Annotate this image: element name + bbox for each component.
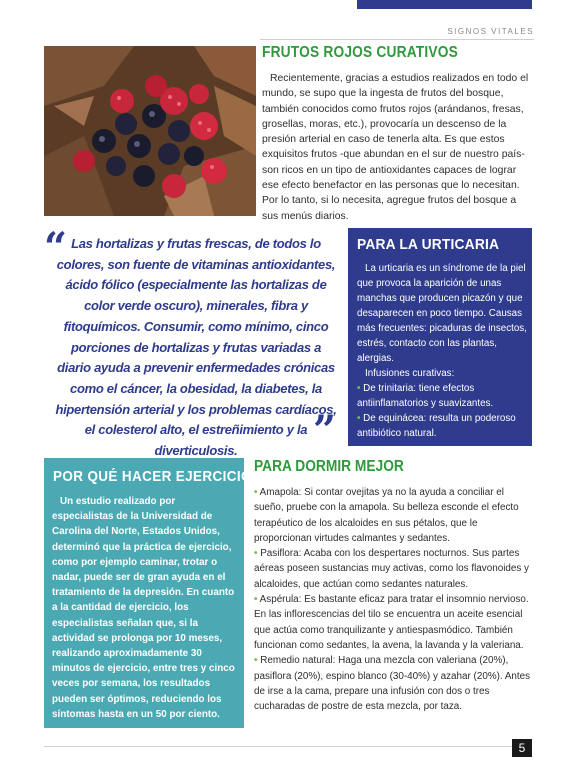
urticaria-heading: PARA LA URTICARIA [357, 236, 500, 253]
section-tag: SIGNOS VITALES [447, 27, 534, 36]
bullet-icon: • [357, 383, 361, 394]
top-accent-bar [357, 0, 532, 9]
pull-quote [44, 224, 340, 459]
ejercicio-box [44, 458, 252, 728]
infusions-list [357, 381, 527, 441]
berries-photo [44, 46, 256, 216]
dormir-list [254, 485, 536, 714]
bottom-divider [44, 746, 516, 747]
list-item: • De equinácea: resulta un poderoso antibiótico natural. [357, 413, 516, 439]
ejercicio-heading: POR QUÉ HACER EJERCICIO [53, 468, 252, 485]
top-divider [260, 39, 534, 40]
bullet-icon: • [254, 594, 258, 606]
frutos-paragraph: Recientemente, gracias a estudios realizados en todo el mundo, se supo que la ingesta de frutos del bosque, también conocidos como frutos rojos (arándanos, fresas, grosellas, moras, etc.), provocaría un descenso de la presión arterial en caso de tenerla alta. Es que estos exquisitos frutos -que abundan en el sur de nuestro país- son ricos en un tipo de antioxidantes capaces de lograr ese efecto benefactor en las personas que lo necesitan. Por lo tanto, si lo necesita, agregue frutos del bosque a sus menús diarios. [262, 73, 529, 222]
close-quote-mark: ” [312, 407, 336, 454]
pull-quote-text: Las hortalizas y frutas frescas, de todos lo colores, son fuente de vitaminas antioxidantes, ácido fólico (especialmente las hortalizas de color verde oscuro), minerales, fibra y fitoquímicos. Consumir, como mínimo, cinco porciones de hortalizas y frutas variadas a diario ayuda a prevenir enfermedades crónicas como el cáncer, la obesidad, la diabetes, la hipertensión arterial y los problemas cardíacos, el colesterol alto, el estreñimiento y la diverticulosis. [55, 236, 337, 459]
urticaria-paragraph: La urticaria es un síndrome de la piel que provoca la aparición de unas manchas que producen picazón y que desaparecen en poco tiempo. Causas más frecuentes: picaduras de insectos, estrés, contacto con las plantas, alergias. [357, 263, 527, 364]
open-quote-mark: “ [44, 224, 68, 271]
dormir-heading: PARA DORMIR MEJOR [254, 458, 404, 475]
bullet-icon: • [254, 655, 258, 667]
ejercicio-paragraph: Un estudio realizado por especialistas de la Universidad de Carolina del Norte, Estados Unidos, determinó que la práctica de ejercicio, como por ejemplo caminar, trotar o nadar, puede ser de gran ayuda en el tratamiento de la depresión. En cuanto a la cantidad de ejercicio, los especialistas señalan que, si la actividad se prolonga por 10 meses, realizando aproximadamente 30 minutos de ejercicio, entre tres y cinco veces por semana, los resultados pueden ser óptimos, reduciendo los síntomas hasta en un 50 por ciento. [52, 496, 235, 720]
list-item: • Pasiflora: Acaba con los despertares nocturnos. Sus partes aéreas poseen sustancias muy activas, como los flavonoides y alcaloides, que actúan como sedantes naturales. [254, 548, 529, 590]
list-item: • Aspérula: Es bastante eficaz para tratar el insomnio nervioso. En las inflorescencias del tilo se encuentra un aceite esencial que actúa como tranquilizante y antiespasmódico. También funcionan como sedantes, la avena, la lavanda y la valeriana. [254, 594, 529, 651]
list-item: • Remedio natural: Haga una mezcla con valeriana (20%), pasiflora (20%), espino blanco (30-40%) y azahar (20%). Antes de irse a la cama, prepare una infusión con dos o tres cucharadas de postre de esta mezcla, por taza. [254, 655, 531, 713]
frutos-heading: FRUTOS ROJOS CURATIVOS [262, 44, 458, 61]
page-number: 5 [512, 739, 532, 757]
bullet-icon: • [254, 548, 258, 560]
bullet-icon: • [254, 487, 258, 498]
urticaria-content [357, 261, 527, 441]
infusions-label: Infusiones curativas: [365, 368, 455, 379]
list-item: • Amapola: Si contar ovejitas ya no la ayuda a conciliar el sueño, pruebe con la amapola. Su belleza esconde el efecto terapéutico de los alcaloides en sus pétalos, que le proporcionan virtudes calmantes y sedantes. [254, 487, 519, 544]
urticaria-box [348, 228, 532, 446]
bullet-icon: • [357, 413, 361, 424]
list-item: • De trinitaria: tiene efectos antiinflamatorios y suavizantes. [357, 383, 494, 409]
